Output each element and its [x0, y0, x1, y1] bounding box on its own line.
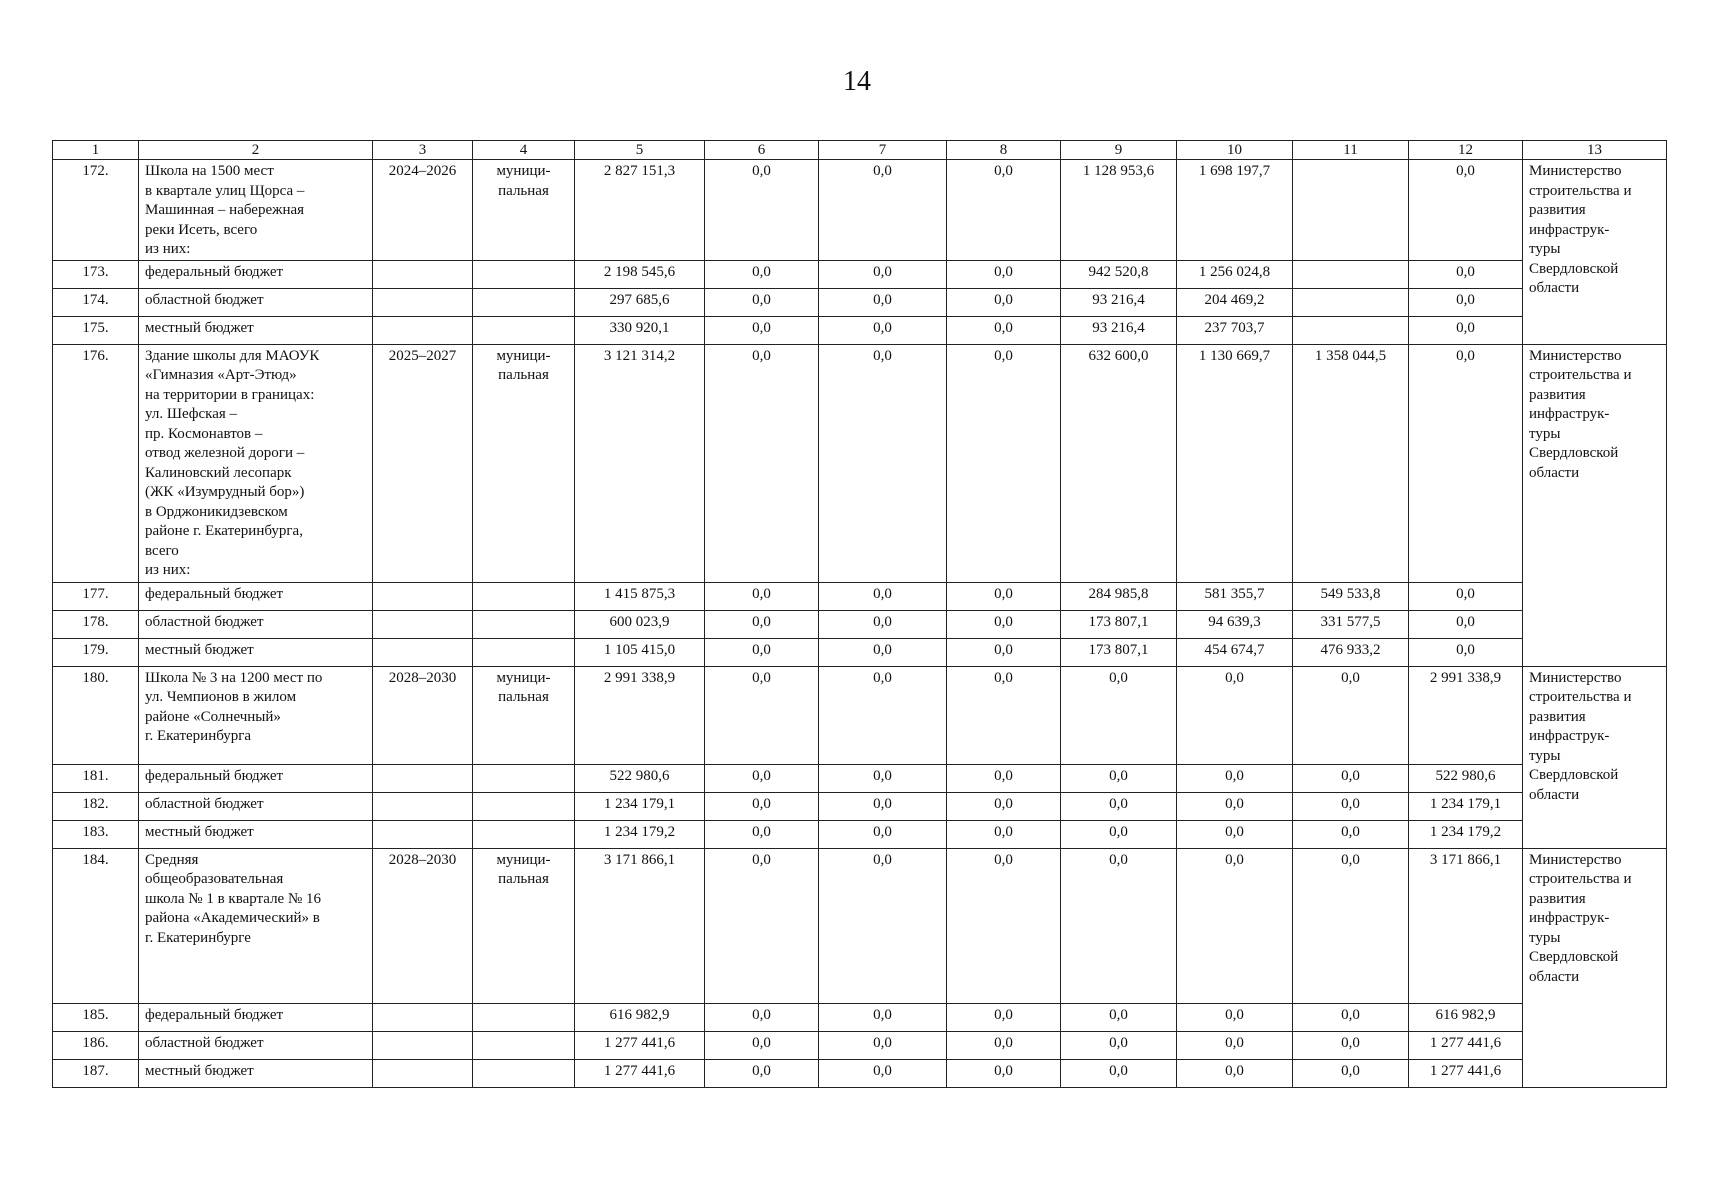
row-number: 182. [53, 792, 139, 820]
value-cell: 93 216,4 [1061, 316, 1177, 344]
empty-cell [373, 1059, 473, 1087]
value-cell: 284 985,8 [1061, 582, 1177, 610]
responsible-organization: Министерство строительства и развития инфраструк- туры Свердловской области [1523, 344, 1667, 666]
row-number: 184. [53, 848, 139, 1003]
empty-cell [473, 792, 575, 820]
table-row-budget [53, 316, 1667, 344]
value-cell: 616 982,9 [575, 1003, 705, 1031]
value-cell: 0,0 [1293, 848, 1409, 1003]
value-cell: 0,0 [1293, 666, 1409, 764]
value-cell: 0,0 [947, 1003, 1061, 1031]
value-cell: 0,0 [1293, 1003, 1409, 1031]
value-cell: 0,0 [1061, 764, 1177, 792]
value-cell: 0,0 [1061, 792, 1177, 820]
value-cell: 0,0 [947, 160, 1061, 261]
responsible-organization: Министерство строительства и развития инфраструк- туры Свердловской области [1523, 160, 1667, 345]
empty-cell [373, 582, 473, 610]
value-cell: 1 130 669,7 [1177, 344, 1293, 582]
project-name: Школа на 1500 мест в квартале улиц Щорса – Машинная – набережная реки Исеть, всего из них: [139, 160, 373, 261]
budget-source: федеральный бюджет [139, 582, 373, 610]
value-cell: 2 991 338,9 [1409, 666, 1523, 764]
value-cell: 0,0 [1409, 610, 1523, 638]
table-row-budget [53, 260, 1667, 288]
empty-cell [473, 1031, 575, 1059]
row-number: 178. [53, 610, 139, 638]
value-cell: 1 234 179,2 [575, 820, 705, 848]
value-cell: 331 577,5 [1293, 610, 1409, 638]
value-cell: 0,0 [947, 848, 1061, 1003]
column-number: 4 [473, 141, 575, 160]
value-cell: 0,0 [1409, 344, 1523, 582]
value-cell: 0,0 [819, 764, 947, 792]
value-cell: 1 277 441,6 [575, 1031, 705, 1059]
value-cell: 237 703,7 [1177, 316, 1293, 344]
value-cell: 173 807,1 [1061, 610, 1177, 638]
value-cell [1293, 160, 1409, 261]
value-cell: 0,0 [1409, 316, 1523, 344]
value-cell: 0,0 [1409, 582, 1523, 610]
value-cell: 0,0 [1177, 820, 1293, 848]
empty-cell [473, 260, 575, 288]
empty-cell [373, 792, 473, 820]
value-cell: 3 121 314,2 [575, 344, 705, 582]
project-name: Школа № 3 на 1200 мест по ул. Чемпионов в жилом районе «Солнечный» г. Екатеринбурга [139, 666, 373, 764]
value-cell: 2 198 545,6 [575, 260, 705, 288]
empty-cell [373, 638, 473, 666]
value-cell: 0,0 [705, 344, 819, 582]
value-cell: 1 358 044,5 [1293, 344, 1409, 582]
value-cell: 581 355,7 [1177, 582, 1293, 610]
ownership-type: муници- пальная [473, 344, 575, 582]
empty-cell [473, 820, 575, 848]
value-cell: 0,0 [705, 764, 819, 792]
row-number: 176. [53, 344, 139, 582]
project-years: 2025–2027 [373, 344, 473, 582]
value-cell: 297 685,6 [575, 288, 705, 316]
value-cell: 0,0 [947, 344, 1061, 582]
value-cell: 0,0 [705, 160, 819, 261]
value-cell: 0,0 [1061, 1059, 1177, 1087]
value-cell [1293, 288, 1409, 316]
empty-cell [473, 288, 575, 316]
value-cell: 0,0 [947, 316, 1061, 344]
value-cell: 0,0 [819, 638, 947, 666]
table-row-budget [53, 1031, 1667, 1059]
value-cell: 0,0 [819, 610, 947, 638]
table-row-budget [53, 1059, 1667, 1087]
value-cell: 0,0 [1061, 1031, 1177, 1059]
value-cell: 0,0 [705, 288, 819, 316]
row-number: 185. [53, 1003, 139, 1031]
column-number: 10 [1177, 141, 1293, 160]
table-row-budget [53, 638, 1667, 666]
budget-source: федеральный бюджет [139, 764, 373, 792]
value-cell: 600 023,9 [575, 610, 705, 638]
project-years: 2024–2026 [373, 160, 473, 261]
value-cell: 0,0 [1177, 848, 1293, 1003]
table-row-budget [53, 610, 1667, 638]
value-cell: 0,0 [1177, 764, 1293, 792]
value-cell: 454 674,7 [1177, 638, 1293, 666]
value-cell: 0,0 [1409, 260, 1523, 288]
value-cell: 0,0 [819, 792, 947, 820]
value-cell: 0,0 [947, 260, 1061, 288]
budget-source: местный бюджет [139, 1059, 373, 1087]
column-number: 8 [947, 141, 1061, 160]
budget-source: областной бюджет [139, 610, 373, 638]
value-cell: 0,0 [819, 1059, 947, 1087]
value-cell: 0,0 [1293, 1059, 1409, 1087]
budget-source: местный бюджет [139, 316, 373, 344]
row-number: 177. [53, 582, 139, 610]
value-cell: 632 600,0 [1061, 344, 1177, 582]
column-number: 13 [1523, 141, 1667, 160]
value-cell: 0,0 [1061, 820, 1177, 848]
value-cell: 0,0 [1061, 666, 1177, 764]
value-cell: 522 980,6 [1409, 764, 1523, 792]
budget-source: областной бюджет [139, 288, 373, 316]
column-number: 9 [1061, 141, 1177, 160]
value-cell: 1 128 953,6 [1061, 160, 1177, 261]
empty-cell [373, 1031, 473, 1059]
value-cell: 0,0 [947, 610, 1061, 638]
column-number: 3 [373, 141, 473, 160]
value-cell: 2 991 338,9 [575, 666, 705, 764]
empty-cell [373, 260, 473, 288]
empty-cell [473, 764, 575, 792]
column-number: 5 [575, 141, 705, 160]
value-cell: 476 933,2 [1293, 638, 1409, 666]
value-cell: 1 277 441,6 [575, 1059, 705, 1087]
value-cell: 0,0 [947, 582, 1061, 610]
value-cell: 0,0 [1177, 1003, 1293, 1031]
row-number: 186. [53, 1031, 139, 1059]
column-number: 1 [53, 141, 139, 160]
value-cell: 0,0 [705, 820, 819, 848]
budget-source: областной бюджет [139, 792, 373, 820]
value-cell: 204 469,2 [1177, 288, 1293, 316]
value-cell: 0,0 [819, 582, 947, 610]
row-number: 187. [53, 1059, 139, 1087]
value-cell: 173 807,1 [1061, 638, 1177, 666]
empty-cell [373, 610, 473, 638]
empty-cell [473, 316, 575, 344]
value-cell: 1 234 179,1 [1409, 792, 1523, 820]
value-cell: 330 920,1 [575, 316, 705, 344]
table-row-budget [53, 792, 1667, 820]
value-cell: 0,0 [819, 316, 947, 344]
value-cell: 1 277 441,6 [1409, 1059, 1523, 1087]
value-cell: 0,0 [705, 582, 819, 610]
page-number: 14 [843, 66, 871, 97]
empty-cell [373, 288, 473, 316]
value-cell: 0,0 [705, 666, 819, 764]
value-cell: 1 234 179,2 [1409, 820, 1523, 848]
value-cell: 2 827 151,3 [575, 160, 705, 261]
value-cell: 0,0 [819, 260, 947, 288]
empty-cell [473, 610, 575, 638]
value-cell: 0,0 [705, 610, 819, 638]
empty-cell [373, 764, 473, 792]
project-years: 2028–2030 [373, 848, 473, 1003]
value-cell: 93 216,4 [1061, 288, 1177, 316]
value-cell: 0,0 [819, 288, 947, 316]
value-cell: 0,0 [1409, 638, 1523, 666]
ownership-type: муници- пальная [473, 848, 575, 1003]
value-cell: 0,0 [1293, 792, 1409, 820]
value-cell: 0,0 [705, 848, 819, 1003]
value-cell: 0,0 [947, 288, 1061, 316]
row-number: 183. [53, 820, 139, 848]
value-cell: 3 171 866,1 [1409, 848, 1523, 1003]
value-cell: 0,0 [819, 344, 947, 582]
ownership-type: муници- пальная [473, 666, 575, 764]
budget-table [52, 140, 1667, 1088]
budget-source: федеральный бюджет [139, 260, 373, 288]
value-cell [1293, 260, 1409, 288]
value-cell: 1 415 875,3 [575, 582, 705, 610]
value-cell: 0,0 [947, 666, 1061, 764]
row-number: 179. [53, 638, 139, 666]
row-number: 175. [53, 316, 139, 344]
value-cell: 0,0 [705, 638, 819, 666]
value-cell [1293, 316, 1409, 344]
value-cell: 94 639,3 [1177, 610, 1293, 638]
value-cell: 0,0 [705, 316, 819, 344]
value-cell: 0,0 [1061, 1003, 1177, 1031]
empty-cell [473, 638, 575, 666]
value-cell: 0,0 [705, 1003, 819, 1031]
value-cell: 0,0 [947, 1059, 1061, 1087]
project-name: Здание школы для МАОУК «Гимназия «Арт-Этюд» на территории в границах: ул. Шефская – пр. Космонавтов – отвод железной дороги – Калиновский лесопарк (ЖК «Изумрудный бор») в Орджоникидзевском районе г. Екатеринбурга, всего из них: [139, 344, 373, 582]
budget-source: местный бюджет [139, 638, 373, 666]
value-cell: 0,0 [819, 820, 947, 848]
value-cell: 0,0 [705, 1031, 819, 1059]
column-number: 6 [705, 141, 819, 160]
table-body [53, 141, 1667, 1088]
value-cell: 616 982,9 [1409, 1003, 1523, 1031]
table-row-project [53, 666, 1667, 764]
value-cell: 0,0 [705, 260, 819, 288]
value-cell: 0,0 [819, 1031, 947, 1059]
value-cell: 1 277 441,6 [1409, 1031, 1523, 1059]
row-number: 172. [53, 160, 139, 261]
value-cell: 942 520,8 [1061, 260, 1177, 288]
value-cell: 0,0 [1061, 848, 1177, 1003]
budget-source: областной бюджет [139, 1031, 373, 1059]
column-number: 12 [1409, 141, 1523, 160]
row-number: 180. [53, 666, 139, 764]
table-row-budget [53, 820, 1667, 848]
value-cell: 522 980,6 [575, 764, 705, 792]
table-row-project [53, 344, 1667, 582]
value-cell: 0,0 [1177, 792, 1293, 820]
value-cell: 549 533,8 [1293, 582, 1409, 610]
value-cell: 0,0 [947, 638, 1061, 666]
value-cell: 1 256 024,8 [1177, 260, 1293, 288]
value-cell: 0,0 [1177, 666, 1293, 764]
value-cell: 0,0 [705, 792, 819, 820]
value-cell: 0,0 [1409, 160, 1523, 261]
value-cell: 0,0 [705, 1059, 819, 1087]
table-row-budget [53, 1003, 1667, 1031]
table-row-project [53, 160, 1667, 261]
table-row-budget [53, 288, 1667, 316]
ownership-type: муници- пальная [473, 160, 575, 261]
empty-cell [373, 820, 473, 848]
value-cell: 0,0 [819, 666, 947, 764]
value-cell: 1 698 197,7 [1177, 160, 1293, 261]
budget-source: местный бюджет [139, 820, 373, 848]
table-row-budget [53, 764, 1667, 792]
value-cell: 0,0 [819, 160, 947, 261]
value-cell: 0,0 [1293, 820, 1409, 848]
value-cell: 0,0 [819, 848, 947, 1003]
column-number: 2 [139, 141, 373, 160]
value-cell: 1 105 415,0 [575, 638, 705, 666]
empty-cell [373, 1003, 473, 1031]
value-cell: 1 234 179,1 [575, 792, 705, 820]
empty-cell [473, 582, 575, 610]
column-number: 11 [1293, 141, 1409, 160]
value-cell: 0,0 [947, 764, 1061, 792]
value-cell: 0,0 [947, 792, 1061, 820]
responsible-organization: Министерство строительства и развития инфраструк- туры Свердловской области [1523, 848, 1667, 1087]
value-cell: 0,0 [1293, 1031, 1409, 1059]
row-number: 181. [53, 764, 139, 792]
empty-cell [373, 316, 473, 344]
responsible-organization: Министерство строительства и развития инфраструк- туры Свердловской области [1523, 666, 1667, 848]
table-row-budget [53, 582, 1667, 610]
value-cell: 0,0 [1409, 288, 1523, 316]
value-cell: 0,0 [947, 1031, 1061, 1059]
budget-source: федеральный бюджет [139, 1003, 373, 1031]
value-cell: 0,0 [1177, 1031, 1293, 1059]
table-row-project [53, 848, 1667, 1003]
value-cell: 0,0 [819, 1003, 947, 1031]
value-cell: 0,0 [947, 820, 1061, 848]
column-number-row [53, 141, 1667, 160]
project-years: 2028–2030 [373, 666, 473, 764]
row-number: 174. [53, 288, 139, 316]
empty-cell [473, 1003, 575, 1031]
project-name: Средняя общеобразовательная школа № 1 в квартале № 16 района «Академический» в г. Екатеринбурге [139, 848, 373, 1003]
value-cell: 0,0 [1177, 1059, 1293, 1087]
empty-cell [473, 1059, 575, 1087]
column-number: 7 [819, 141, 947, 160]
value-cell: 3 171 866,1 [575, 848, 705, 1003]
value-cell: 0,0 [1293, 764, 1409, 792]
row-number: 173. [53, 260, 139, 288]
